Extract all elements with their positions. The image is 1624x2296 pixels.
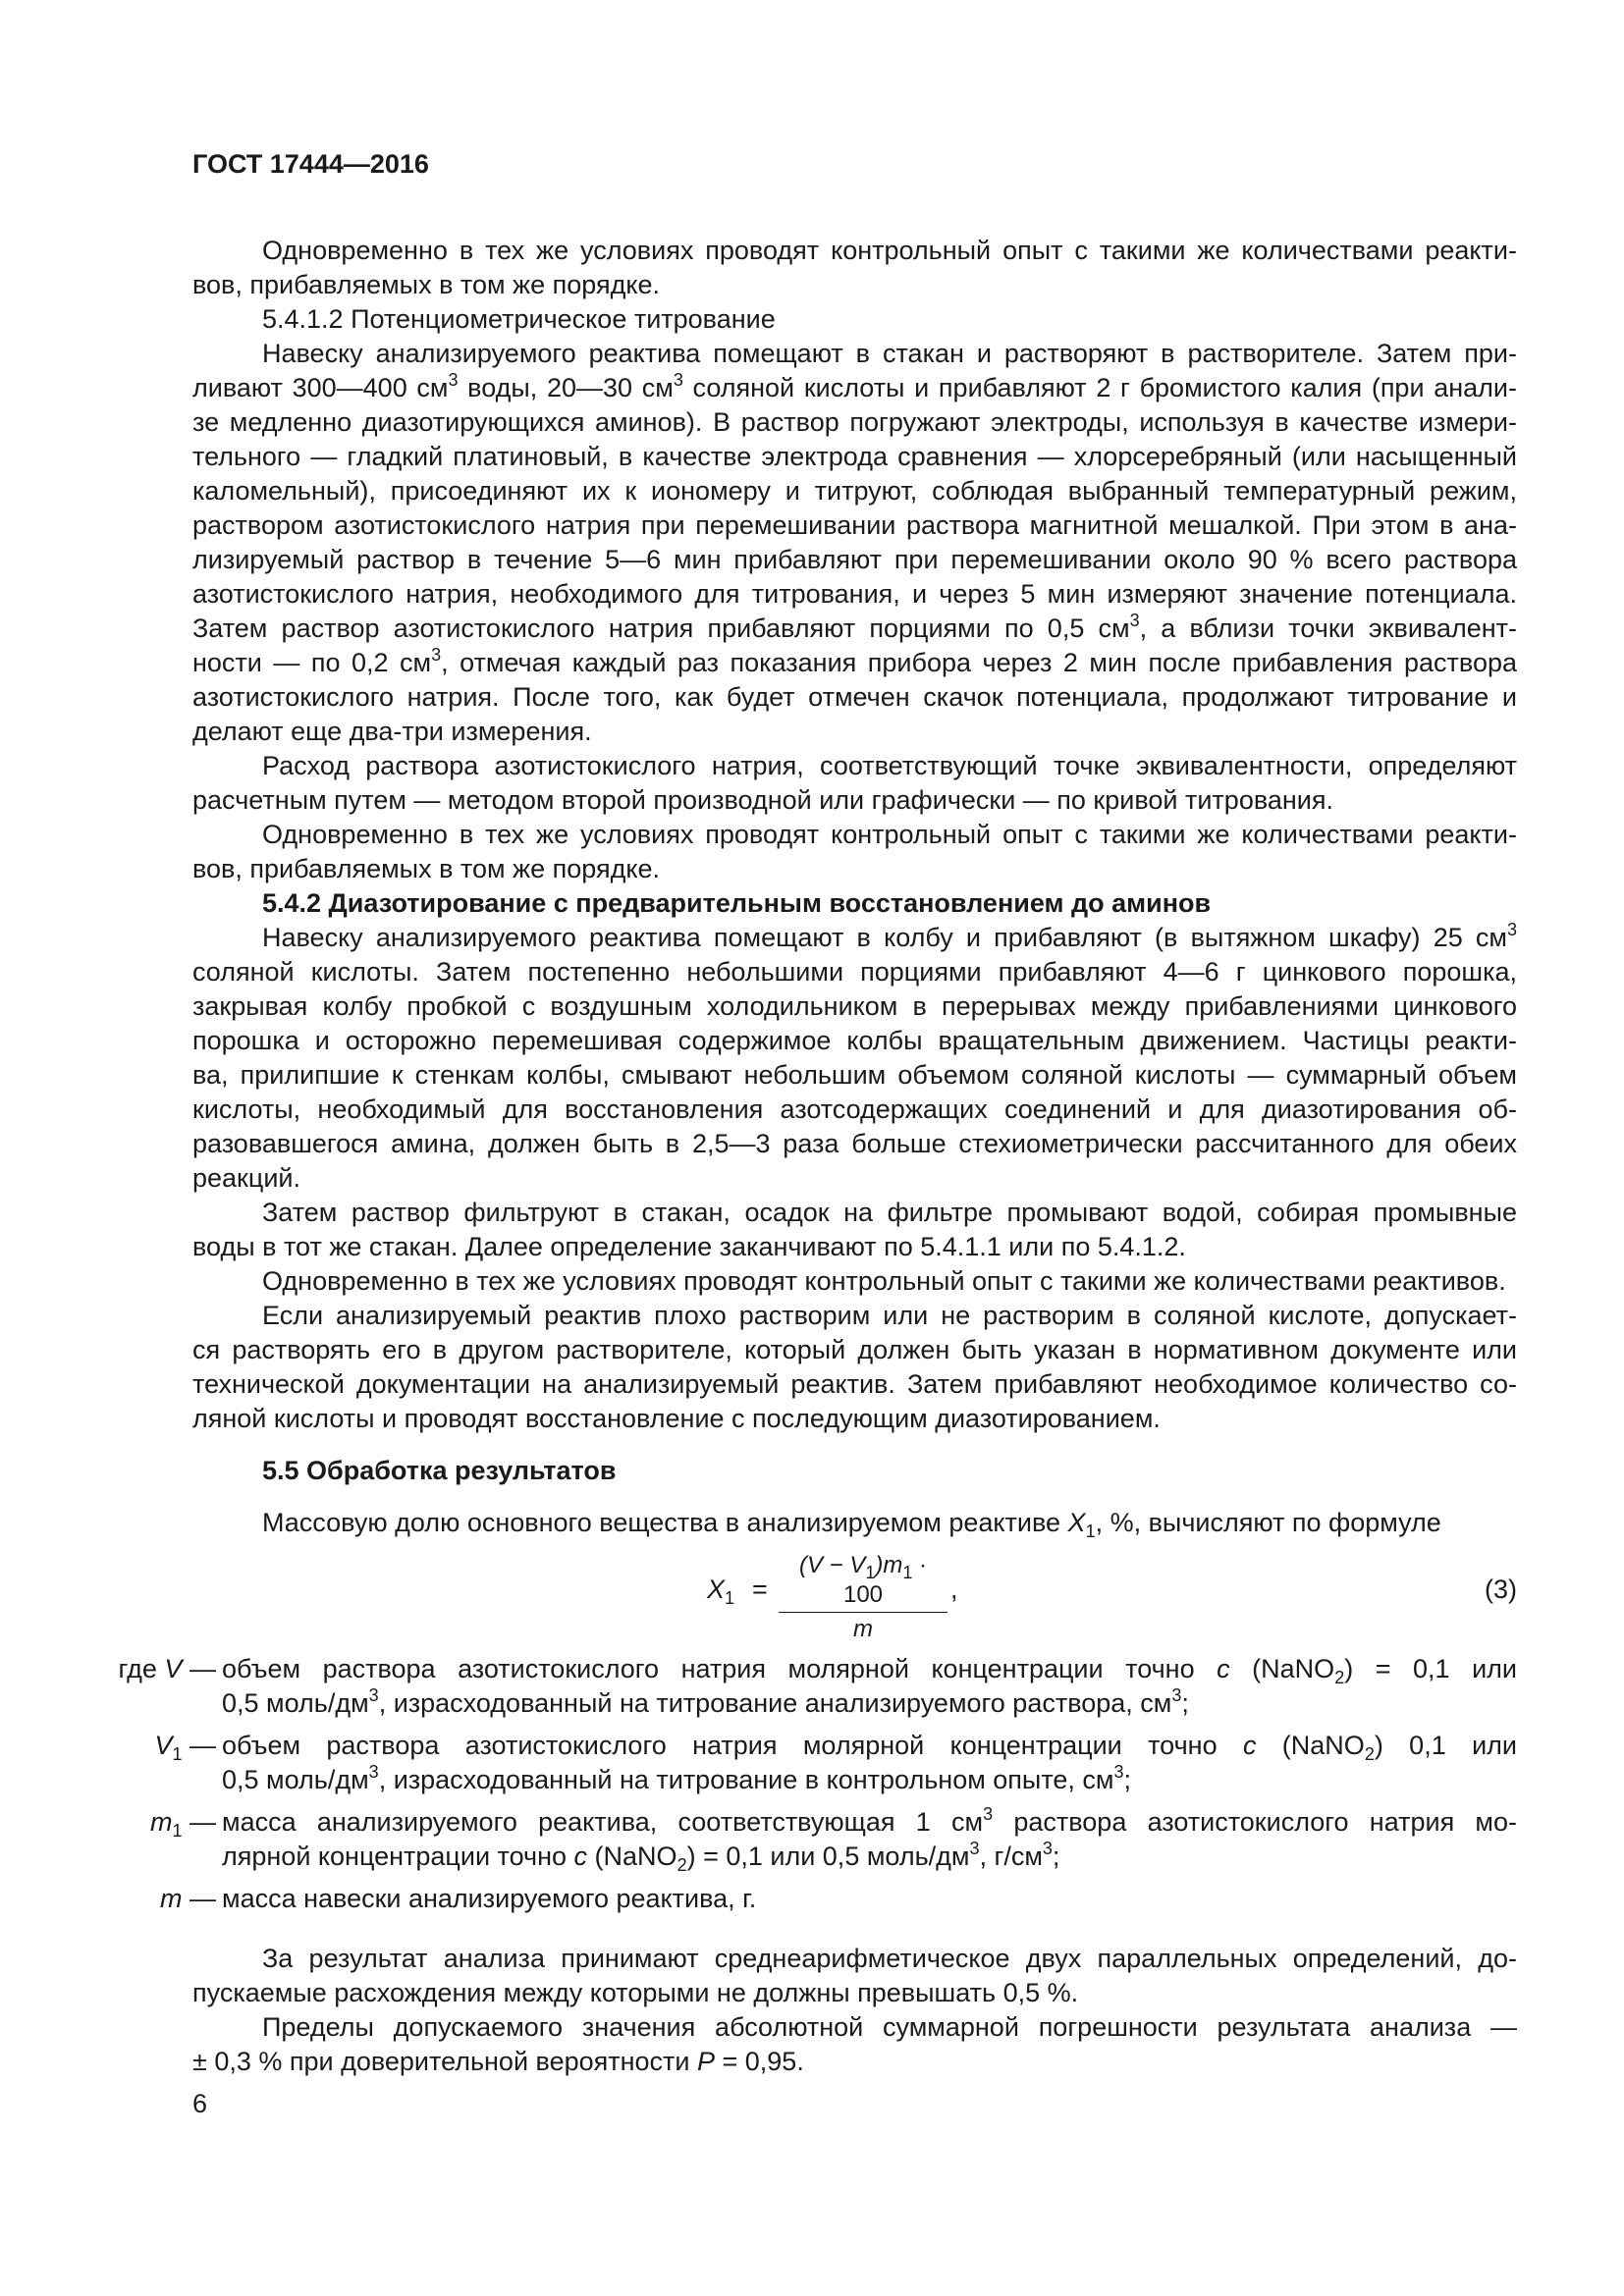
- document-header: ГОСТ 17444—2016: [192, 149, 429, 179]
- definition-term: $V_1$ —: [154, 1731, 216, 1764]
- formula-denominator: m: [853, 1616, 873, 1642]
- paragraph: Одновременно в тех же условиях проводят контрольный опыт с такими же количествами реакти- вов, прибавляемых в том же порядке.: [192, 820, 1517, 883]
- definition-text: масса анализируемого реактива, соответствующая 1 $см^3$ раствора азотистокислого натрия мо- лярной концентрации точно c (NaNO$_2$) = 0,1 или 0,5 моль/$дм^3$, $г/см^3$;: [222, 1804, 1517, 1875]
- definition-term: m —: [159, 1884, 216, 1913]
- definition-item: [109, 1805, 1517, 1874]
- definitions-list: [118, 1652, 1517, 1916]
- formula-number: (3): [1485, 1575, 1517, 1604]
- paragraph: Навеску анализируемого реактива помещают в колбу и прибавляют (в вытяжном шкафу) 25 $см^3$ соляной кислоты. Затем постепенно небольшими порциями прибавляют 4—6 г цинкового порошка, закрывая колбу пробкой с воздушным холодильником в перерывах между прибавлениями цинкового порошка и осторожно перемешивая содержимое колбы вращательным движением. Частицы реакти- ва, прилипшие к стенкам колбы, смывают небольшим объемом соляной кислоты — суммарный объем кислоты, необходимый для восстановления азотсодержащих соединений и для диазотирования об- разовавшегося амина, должен быть в 2,5—3 раза больше стехиометрически рассчитанного для обеих реакций.: [192, 920, 1517, 1193]
- formula-equals: =: [752, 1575, 768, 1604]
- paragraph: Расход раствора азотистокислого натрия, соответствующий точке эквивалентности, определяют расчетным путем — методом второй производной или графически — по кривой титрования.: [192, 751, 1517, 815]
- paragraph: Одновременно в тех же условиях проводят контрольный опыт с такими же количествами реактивов.: [262, 1266, 1506, 1296]
- section-heading-5-5: 5.5 Обработка результатов: [262, 1456, 617, 1485]
- paragraph: За результат анализа принимают среднеарифметическое двух параллельных определений, до- пускаемые расхождения между которыми не должны превышать 0,5 %.: [192, 1944, 1517, 2007]
- page-number: 6: [192, 2089, 208, 2118]
- definition-item: [109, 1729, 1517, 1797]
- paragraph: Пределы допускаемого значения абсолютной суммарной погрешности результата анализа — ± 0,3 % при доверительной вероятности P = 0,95.: [192, 2012, 1517, 2076]
- definition-item: [109, 1882, 1517, 1916]
- paragraph: Одновременно в тех же условиях проводят контрольный опыт с такими же количествами реакти- вов, прибавляемых в том же порядке.: [192, 236, 1517, 299]
- section-heading-5-4-2: 5.4.2 Диазотирование с предварительным восстановлением до аминов: [262, 888, 1212, 918]
- formula-3: $X_1$ = $\frac{(V - V_1)m_1 \cdot 100}{m}$ , (3): [707, 1552, 1517, 1642]
- definition-text: масса навески анализируемого реактива, г.: [222, 1884, 757, 1913]
- paragraph: Массовую долю основного вещества в анализируемом реактиве $X_1$, %, вычисляют по формуле: [262, 1508, 1441, 1541]
- definition-text: объем раствора азотистокислого натрия молярной концентрации точно c (NaNO$_2$) 0,1 или 0,5 моль/$дм^3$, израсходованный на титрование в контрольном опыте, $см^3$;: [222, 1731, 1517, 1794]
- paragraph: Навеску анализируемого реактива помещают в стакан и растворяют в растворителе. Затем при- ливают 300—400 $см^3$ воды, 20—30 $см^3$ соляной кислоты и прибавляют 2 г бромистого калия (при анали- зе медленно диазотирующихся аминов). В раствор погружают электроды, используя в качестве измери- тельного — гладкий платиновый, в качестве электрода сравнения — хлорсеребряный (или насыщенный каломельный), присоединяют их к иономеру и титруют, соблюдая выбранный температурный режим, раствором азотистокислого натрия при перемешивании раствора магнитной мешалкой. При этом в ана- лизируемый раствор в течение 5—6 мин прибавляют при перемешивании около 90 % всего раствора азотистокислого натрия, необходимого для титрования, и через 5 мин измеряют значение потенциала. Затем раствор азотистокислого натрия прибавляют порциями по 0,5 $см^3$, а вблизи точки эквивалент- ности — по 0,2 $см^3$, отмечая каждый раз показания прибора через 2 мин после прибавления раствора азотистокислого натрия. После того, как будет отмечен скачок потенциала, продолжают титрование и делают еще два-три измерения.: [192, 339, 1517, 746]
- definition-text: объем раствора азотистокислого натрия молярной концентрации точно c (NaNO$_2$) = 0,1 или 0,5 моль/$дм^3$, израсходованный на титрование анализируемого раствора, $см^3$;: [222, 1654, 1517, 1718]
- paragraph: Затем раствор фильтруют в стакан, осадок на фильтре промывают водой, собирая промывные воды в тот же стакан. Далее определение заканчивают по 5.4.1.1 или по 5.4.1.2.: [192, 1198, 1517, 1261]
- section-heading-5-4-1-2: 5.4.1.2 Потенциометрическое титрование: [262, 304, 776, 334]
- definition-term: $m_1$ —: [149, 1807, 216, 1841]
- paragraph: Если анализируемый реактив плохо растворим или не растворим в соляной кислоте, допускает- ся растворять его в другом растворителе, который должен быть указан в нормативном документе или технической документации на анализируемый реактив. Затем прибавляют необходимое количество со- ляной кислоты и проводят восстановление с последующим диазотированием.: [192, 1301, 1517, 1433]
- definition-item: [109, 1652, 1517, 1721]
- definition-term: где V —: [118, 1654, 216, 1683]
- formula-fraction: [779, 1551, 947, 1644]
- formula-numerator: $(V - V_1)m_1 \cdot 100$: [779, 1551, 947, 1613]
- formula-lhs: $X_1$: [707, 1575, 735, 1608]
